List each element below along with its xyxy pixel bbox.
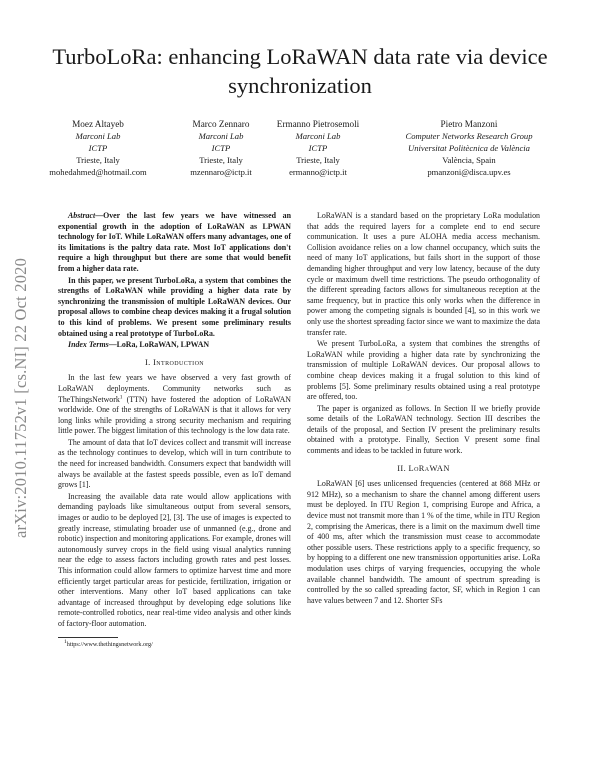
section-heading-lorawan: II. LoRaWAN [397,463,450,473]
author-lab: Computer Networks Research Group [405,131,533,141]
index-terms [58,340,291,351]
index-terms-label: Index Terms [68,340,109,350]
intro-p1-text: In the last few years we have observed a very fast growth of LoRaWAN deployments. Community networks such as TheThingsNetwork [58,373,291,404]
abstract-text: —Over the last few years we have witnessed an exponential growth in the adoption of LoRaWAN as LPWAN technology for IoT. While LoRaWAN offers many advantages, one of its limitations is the paltry data rate. Most IoT applications don't require a high throughput but there are some that would benefit from a higher data rate. [58,211,291,273]
abstract [58,211,291,275]
author-name: Pietro Manzoni [440,119,498,129]
abstract-label: Abstract [68,211,96,220]
paper-title: TurboLoRa: enhancing LoRaWAN data rate via device synchronization [52,44,548,98]
author-name: Ermanno Pietrosemoli [276,119,360,129]
footnote [58,638,291,649]
footnote-ref: 1 [119,393,123,400]
author-location: València, Spain [442,155,496,165]
right-column [307,211,540,607]
author-lab: Marconi Lab [75,131,121,141]
left-column [58,211,291,650]
author-lab: Marconi Lab [198,131,244,141]
right-paragraph-3: The paper is organized as follows. In Section II we briefly provide some details of the LoRaWAN technology. Section III describes the details of the proposal, and Section IV present the preliminary results obtained with a prototype. Finally, Section V present some final comments and ideas to be tackled in future work. [307,403,540,456]
footnote-text: https://www.thethingsnetwork.org/ [66,640,153,648]
author-lab: Marconi Lab [295,131,341,141]
intro-paragraph-1 [58,373,291,437]
author-3 [277,118,359,178]
author-email: mzennaro@ictp.it [190,167,252,177]
lorawan-paragraph-1: LoRaWAN [6] uses unlicensed frequencies (centered at 868 MHz or 912 MHz), so a mechanism to share the channel among different users must be deployed. In ITU Region 1, comprising Europe and Africa, a device must not transmit more than 1 % of the time, while in ITU Region 2, comprising the Americas, there is a limit on the maximum dwell time of 400 ms, after which the transmission must cease to accommodate other possible users. These restrictions apply to a specific frequency, so by hopping to a different one new transmission opportunities arise. LoRa modulation uses chirps of varying frequencies, occupying the whole available channel bandwidth. The amount of spectrum spreading is controlled by the so called spreading factor, SF, which in Region 1 can have values between 7 and 12. Shorter SFs [307,479,540,605]
author-org: Universitat Politècnica de València [408,143,530,153]
arxiv-watermark [4,200,38,595]
author-org: ICTP [88,143,108,153]
footnote-mark: 1 [64,638,67,645]
author-email: mohedahmed@hotmail.com [49,167,147,177]
intro-p1-text-cont: (TTN) have fostered the adoption of LoRaWAN worldwide. One of the strengths of LoRaWAN is that it allows for very long links while providing a strong security mechanism and requiring little power. The biggest limitation of this technology is the low data rate. [58,394,291,436]
author-2 [190,118,252,178]
author-name: Moez Altayeb [72,119,124,129]
intro-paragraph-2: The amount of data that IoT devices collect and transmit will increase as the technology continues to develop, which will in turn contribute to the need for increased bandwidth. Consumers expect that bandwidth will always be available at the fastest speeds possible, even as IoT demand grows [1]. [58,437,291,490]
right-paragraph-2: We present TurboLoRa, a system that combines the strengths of LoRaWAN while providing a higher data rate by synchronizing the transmission of multiple LoRaWAN devices. Our proposal allows to combine cheap devices making it a frugal solution to this kind of problems [5]. Some preliminary results obtained using a real prototype are offered, too. [307,339,540,402]
footnote-divider [58,637,118,638]
author-email: ermanno@ictp.it [289,167,347,177]
index-terms-text: —LoRa, LoRaWAN, LPWAN [108,340,210,350]
author-email: pmanzoni@disca.upv.es [427,167,511,177]
author-location: Trieste, Italy [76,155,120,165]
author-location: Trieste, Italy [296,155,340,165]
right-paragraph-1: LoRaWAN is a standard based on the proprietary LoRa modulation that adds the required layers for a complete end to end secure communication. It uses a pure ALOHA media access mechanism. Collision avoidance relies on a low channel occupancy, which suits the need of many IoT applications, but fails short in the support of those demanding higher throughput and very low latency, because of the duty cycle or maximum dwell time restrictions. The pseudo orthogonality of the different spreading factors allows for simultaneous reception at the same frequency, but in practice this only works when the difference in power among the competing signals is bounded [4], so in this work we only use the shortest spreading factor since we want to maximize the data transfer rate. [307,211,540,337]
author-1 [49,118,146,178]
author-location: Trieste, Italy [199,155,243,165]
author-org: ICTP [211,143,231,153]
arxiv-identifier: arXiv:2010.11752v1 [cs.NI] 22 Oct 2020 [11,257,30,538]
author-name: Marco Zennaro [192,119,250,129]
author-org: ICTP [308,143,328,153]
section-heading-introduction: I. Introduction [144,357,205,367]
author-4 [405,118,532,178]
intro-paragraph-3: Increasing the available data rate would allow applications with demanding payloads like simultaneous output from several sensors, images or audio to be deployed [2], [3]. The use of images is expected to greatly increase, stimulating broader use of unmanned (e.g., drone and robotic) inspection and monitoring applications. For example, drones will autonomously survey crops in the field using visual analytics running near the edge to assess factors including growth rates and pest losses. This information could allow farmers to optimize harvest time and more efficiently target particular areas for pesticide, fertilization, irrigation or other interventions. Many other IoT based applications can take advantage of increased throughput by developing edge solutions like remote-controlled robotics, near real-time video analysis and other kinds of factory-floor automation. [58,491,291,628]
abstract-paragraph-2: In this paper, we present TurboLoRa, a system that combines the strengths of LoRaWAN while providing a higher data rate by synchronizing the transmission of multiple LoRaWAN devices. Our proposal allows to combine cheap devices making it a frugal solution to this kind of problems. We present some preliminary results obtained using a real prototype of TurboLoRa. [58,275,291,338]
